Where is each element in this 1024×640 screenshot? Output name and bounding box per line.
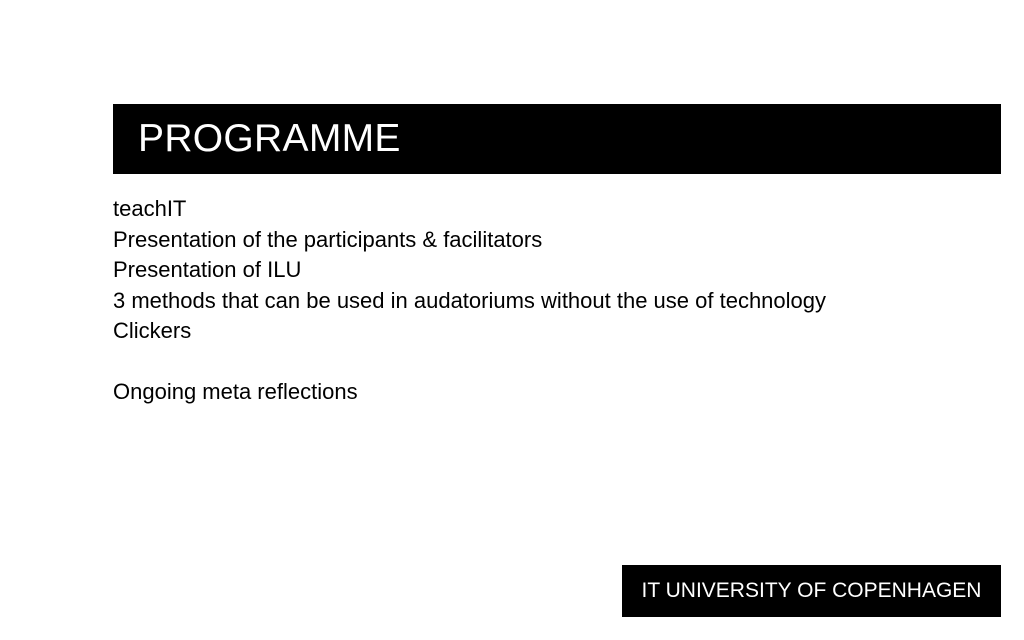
- agenda-list: [113, 194, 826, 408]
- agenda-item: Presentation of the participants & facilitators: [113, 226, 543, 252]
- agenda-item: teachIT: [113, 196, 187, 221]
- slide-title: PROGRAMME: [138, 117, 401, 160]
- university-logo: [622, 565, 1001, 617]
- agenda-spacer: [113, 347, 826, 378]
- university-name: IT UNIVERSITY OF COPENHAGEN: [641, 579, 982, 602]
- agenda-item: Presentation of ILU: [113, 257, 302, 282]
- agenda-note: Ongoing meta reflections: [113, 379, 358, 404]
- agenda-item: 3 methods that can be used in audatoriums without the use of technology: [113, 287, 827, 313]
- title-bar: [113, 104, 1001, 174]
- agenda-item: Clickers: [113, 318, 192, 343]
